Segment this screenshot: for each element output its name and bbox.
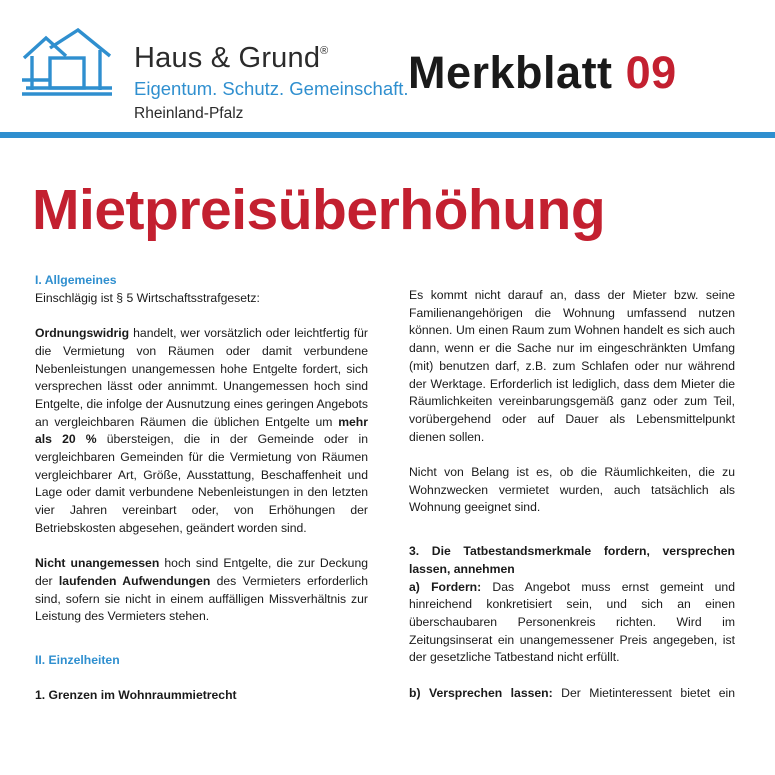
section-heading-einzelheiten: II. Einzelheiten [35, 653, 120, 668]
subheading-grenzen: 1. Grenzen im Wohnraummietrecht [35, 688, 237, 703]
merkblatt-number: 09 [625, 47, 677, 98]
header-divider [0, 132, 775, 138]
page-crop-edge [0, 705, 775, 775]
brand-tagline: Eigentum. Schutz. Gemeinschaft. [134, 78, 409, 99]
brand-region: Rheinland-Pfalz [134, 105, 244, 122]
paragraph-versprechen: b) Versprechen lassen: Der Mietinteressent bietet ein [409, 685, 735, 700]
page-title: Mietpreisüberhöhung [32, 178, 606, 242]
paragraph-nicht-von-belang: Nicht von Belang ist es, ob die Räumlichkeiten, die zu Wohnzwecken vermietet wurden, auch tatsächlich als Wohnung geeignet sind. [409, 465, 735, 515]
brand-name: Haus & Grund® [134, 42, 329, 74]
paragraph-fordern: a) Fordern: Das Angebot muss ernst gemeint und hinreichend konkretisiert sein, und sich an einen überschaubaren Personenkreis richten. Wird im Zeitungsinserat ein unangemessener Preis angegeben, ist der gesetzliche Tatbestand nicht erfüllt. [409, 579, 735, 665]
house-logo-icon [20, 28, 114, 98]
left-column [35, 272, 368, 741]
section-heading-allgemeines: I. Allgemeines [35, 273, 117, 287]
right-column [409, 287, 735, 773]
paragraph-nicht-unangemessen: Nicht unangemessen hoch sind Entgelte, die zur Deckung der laufenden Aufwendungen des Vermieters erforderlich sind, sofern sie nicht in einem auffälligen Missverhältnis zur Leistung des Vermieters stehen. [35, 556, 368, 624]
merkblatt-label: Merkblatt 09 [408, 47, 677, 98]
paragraph-ordnungswidrig: Ordnungswidrig handelt, wer vorsätzlich oder leichtfertig für die Vermietung von Räumen oder damit verbundene Nebenleistungen unangemessen hohe Entgelte fordert, sich versprechen lässt oder annimmt. Unangemessen hoch sind Entgelte, die infolge der Ausnutzung eines geringen Angebots an vergleichbaren Räumen die üblichen Entgelte um mehr als 20 % übersteigen, die in der Gemeinde oder in vergleichbaren Gemeinden für die Vermietung von Räumen vergleichbarer Art, Größe, Ausstattung, Beschaffenheit und Lage oder damit verbundene Nebenleistungen in den letzten vier Jahren vereinbart oder, von Erhöhungen der Betriebskosten abgesehen, geändert worden sind. [35, 326, 369, 535]
paragraph-lebensmittelpunkt: Es kommt nicht darauf an, dass der Mieter bzw. seine Familienangehörigen die Wohnung umfassend nutzen können. Um einen Raum zum Wohnen handelt es sich auch dann, wenn er die Sache nur im eingeschränkten Umfang (mit) benutzen darf, z.B. zum Schlafen oder nur während der Werktage. Erforderlich ist lediglich, dass dem Mieter die Räumlichkeiten vereinbarungsgemäß ganz oder zum Teil, vorübergehend oder auf Dauer als Lebensmittelpunkt dienen sollen. [409, 288, 735, 444]
subheading-tatbestandsmerkmale: 3. Die Tatbestandsmerkmale fordern, versprechen lassen, annehmen [409, 544, 735, 576]
intro-text: Einschlägig ist § 5 Wirtschaftsstrafgesetz: [35, 290, 260, 305]
